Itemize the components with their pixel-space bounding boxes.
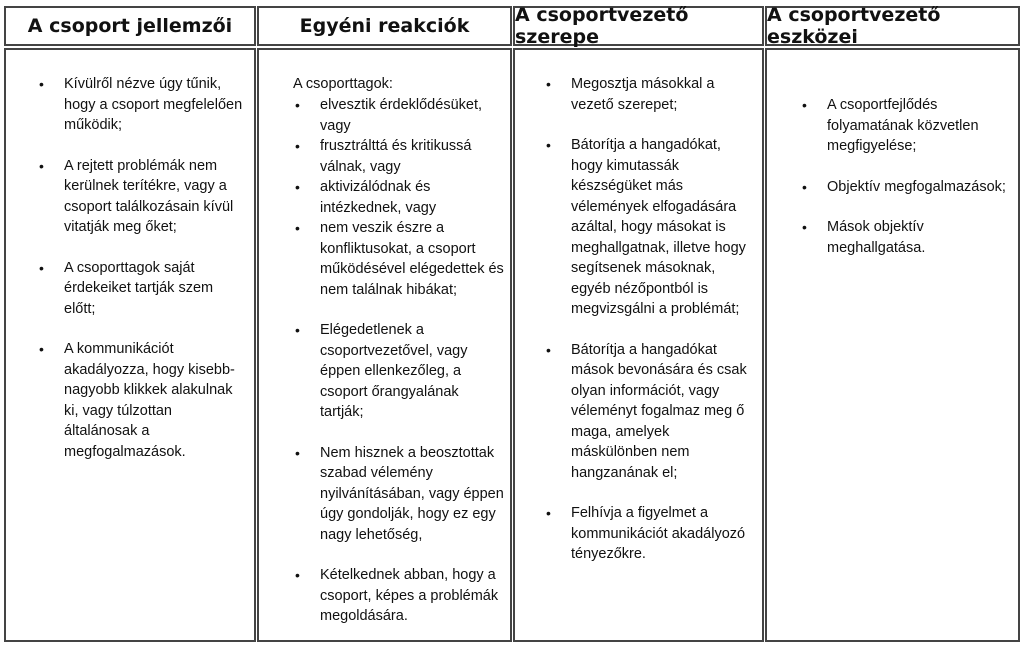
bullet-list (64, 74, 246, 462)
list-item: • A rejtett problémák nem kerülnek terítékre, vagy a csoport találkozásain kívül vitatják meg őket; (64, 156, 246, 238)
column-header: Egyéni reakciók (257, 6, 512, 46)
list-item: • A csoportfejlődés folyamatának közvetlen megfigyelése; (827, 95, 1010, 157)
column-individual-reactions (257, 6, 512, 642)
list-item: • Elégedetlenek a csoportvezetővel, vagy éppen ellenkezőleg, a csoport őrangyalának tartják; (320, 320, 504, 423)
list-item: • Nem hisznek a beosztottak szabad vélemény nyilvánításában, vagy éppen úgy gondolják, hogy ez egy nagy lehetőség, (320, 443, 504, 546)
list-item: • Mások objektív meghallgatása. (827, 217, 1010, 258)
bullet-list (320, 95, 504, 627)
list-item: • elvesztik érdeklődésüket, vagy (320, 95, 504, 136)
column-group-traits (4, 6, 256, 642)
list-item: • Kételkednek abban, hogy a csoport, képes a problémák megoldására. (320, 565, 504, 627)
bullet-list (827, 95, 1010, 258)
column-body (513, 48, 764, 642)
list-item: • A csoporttagok saját érdekeiket tartják szem előtt; (64, 258, 246, 320)
column-body (257, 48, 512, 642)
list-item: • A kommunikációt akadályozza, hogy kisebb-nagyobb klikkek alakulnak ki, vagy túlzottan általánosak a megfogalmazások. (64, 339, 246, 462)
column-leader-role (513, 6, 764, 642)
list-item: • nem veszik észre a konfliktusokat, a csoport működésével elégedettek és nem találnak hibákat; (320, 218, 504, 300)
list-item: • frusztrálttá és kritikussá válnak, vagy (320, 136, 504, 177)
list-item: • Objektív megfogalmazások; (827, 177, 1010, 198)
bullet-list (571, 74, 756, 565)
list-item: • Felhívja a figyelmet a kommunikációt akadályozó tényezőkre. (571, 503, 756, 565)
column-header: A csoportvezető szerepe (513, 6, 764, 46)
list-item: • aktivizálódnak és intézkednek, vagy (320, 177, 504, 218)
column-header: A csoport jellemzői (4, 6, 256, 46)
intro-text: A csoporttagok: (293, 76, 393, 92)
list-item: • Kívülről nézve úgy tűnik, hogy a csoport megfelelően működik; (64, 74, 246, 136)
list-item: • Megosztja másokkal a vezető szerepet; (571, 74, 756, 115)
list-item: • Bátorítja a hangadókat, hogy kimutassák készségüket más vélemények elfogadására azáltal, hogy másokat is meghallgatnak, illetve hogy segítsenek másoknak, egyéb nézőpontból is megvizsgálni a problémát; (571, 135, 756, 320)
list-item: • Bátorítja a hangadókat mások bevonására és csak olyan információt, vagy véleményt fogalmaz meg ő maga, amelyek máskülönben nem hangzanának el; (571, 340, 756, 484)
column-body (4, 48, 256, 642)
column-leader-tools (765, 6, 1020, 642)
column-body (765, 48, 1020, 642)
column-header: A csoportvezető eszközei (765, 6, 1020, 46)
